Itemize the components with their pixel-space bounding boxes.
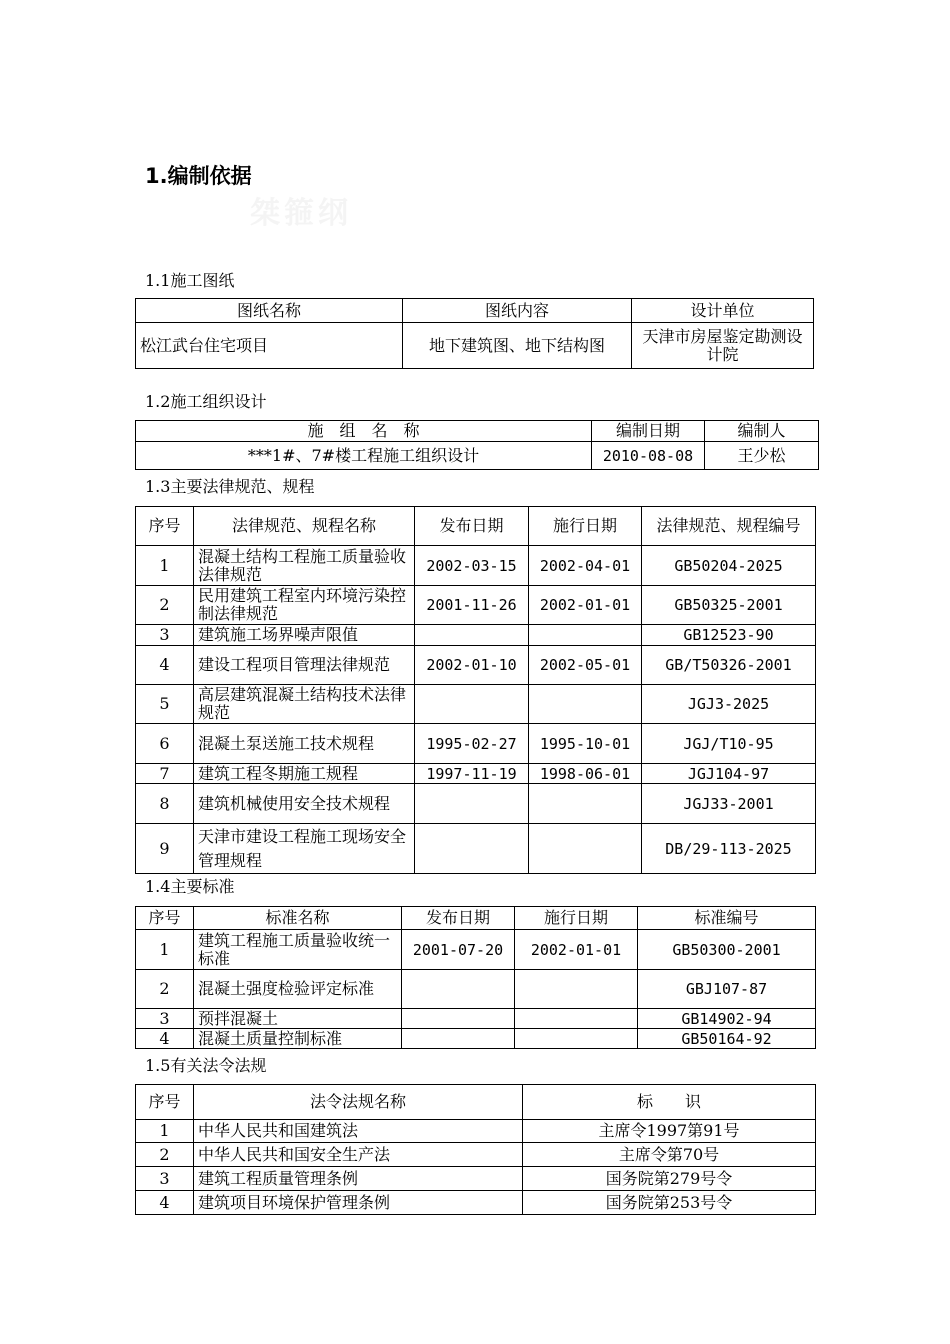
table-cell: 地下建筑图、地下结构图 [403,323,632,369]
table-cell: 建筑工程质量管理条例 [194,1167,523,1191]
header-cell: 标 识 [523,1085,816,1120]
table-cell: 国务院第279号令 [523,1167,816,1191]
table-cell: 高层建筑混凝土结构技术法律规范 [194,685,415,724]
watermark: 桀箍纲 [250,196,352,231]
header-cell: 法令法规名称 [194,1085,523,1120]
header-cell: 标准编号 [638,907,816,930]
table-cell: GB50204-2025 [642,546,816,586]
table-row [136,784,816,824]
table-row [136,1191,816,1215]
regulations-table [135,1084,816,1215]
table-cell: 天津市房屋鉴定勘测设计院 [632,323,814,369]
table-cell [402,1009,515,1029]
header-cell: 发布日期 [415,507,529,546]
header-cell: 序号 [136,1085,194,1120]
table-cell [402,1029,515,1049]
table-cell [529,685,642,724]
table-row [136,970,816,1009]
table-cell: 民用建筑工程室内环境污染控制法律规范 [194,586,415,625]
table-cell: 1998-06-01 [529,764,642,784]
table-header-row [136,907,816,930]
header-cell: 编制日期 [592,421,705,442]
table-row [136,764,816,784]
table-cell [415,685,529,724]
table-cell: 混凝土结构工程施工质量验收法律规范 [194,546,415,586]
table-cell: 混凝土泵送施工技术规程 [194,724,415,764]
table-row [136,1029,816,1049]
table-cell [515,1009,638,1029]
table-cell: 主席令第70号 [523,1143,816,1167]
table-cell: 主席令1997第91号 [523,1120,816,1143]
table-cell [529,784,642,824]
table-cell: 松江武台住宅项目 [136,323,403,369]
table-row [136,824,816,874]
table-cell: 2002-03-15 [415,546,529,586]
table-cell: 3 [136,1167,194,1191]
table-cell: 4 [136,1029,194,1049]
drawings-table [135,298,814,369]
table-row [136,1120,816,1143]
table-cell: 建筑施工场界噪声限值 [194,625,415,646]
header-cell: 编制人 [705,421,819,442]
section-title-drawings: 1.1施工图纸 [145,271,235,290]
table-cell: 2001-07-20 [402,930,515,970]
page-heading: 1.编制依据 [145,164,252,188]
table-cell: 2002-01-01 [515,930,638,970]
table-row [136,930,816,970]
table-cell: 8 [136,784,194,824]
table-cell: 2001-11-26 [415,586,529,625]
table-cell: GB14902-94 [638,1009,816,1029]
table-cell [529,625,642,646]
table-cell: 2002-01-10 [415,646,529,685]
table-cell [402,970,515,1009]
header-cell: 图纸名称 [136,299,403,323]
table-cell: 3 [136,1009,194,1029]
section-title-construction-design: 1.2施工组织设计 [145,392,267,411]
laws-table [135,506,816,874]
table-cell: 2010-08-08 [592,442,705,470]
table-cell: 建筑工程施工质量验收统一标准 [194,930,402,970]
table-header-row [136,1085,816,1120]
table-cell [415,625,529,646]
table-cell: 中华人民共和国安全生产法 [194,1143,523,1167]
table-row [136,1143,816,1167]
table-cell: GB/T50326-2001 [642,646,816,685]
header-cell: 施行日期 [515,907,638,930]
table-cell: 2002-04-01 [529,546,642,586]
table-row [136,625,816,646]
table-cell: 9 [136,824,194,874]
table-cell: 2 [136,970,194,1009]
table-cell: GBJ107-87 [638,970,816,1009]
construction-design-table [135,420,819,470]
table-cell: JGJ/T10-95 [642,724,816,764]
table-cell: 1997-11-19 [415,764,529,784]
table-cell: DB/29-113-2025 [642,824,816,874]
table-cell: JGJ33-2001 [642,784,816,824]
section-title-regulations: 1.5有关法令法规 [145,1056,267,1075]
table-cell [515,970,638,1009]
table-header-row [136,507,816,546]
table-cell: 1995-10-01 [529,724,642,764]
table-cell: 天津市建设工程施工现场安全管理规程 [194,824,415,874]
table-row [136,1009,816,1029]
header-cell: 图纸内容 [403,299,632,323]
table-row [136,685,816,724]
table-cell: 建筑项目环境保护管理条例 [194,1191,523,1215]
section-title-laws: 1.3主要法律规范、规程 [145,477,315,496]
table-cell: 1 [136,1120,194,1143]
table-row [136,646,816,685]
table-row [136,586,816,625]
table-cell [415,784,529,824]
table-cell: 国务院第253号令 [523,1191,816,1215]
header-cell: 法律规范、规程名称 [194,507,415,546]
header-cell: 法律规范、规程编号 [642,507,816,546]
table-cell: 1 [136,930,194,970]
header-cell: 施 组 名 称 [136,421,592,442]
table-cell: 6 [136,724,194,764]
table-row [136,546,816,586]
table-cell: 5 [136,685,194,724]
table-cell: GB12523-90 [642,625,816,646]
table-cell: 建筑工程冬期施工规程 [194,764,415,784]
header-cell: 发布日期 [402,907,515,930]
standards-table [135,906,816,1049]
table-header-row [136,299,814,323]
table-cell: 2 [136,586,194,625]
table-cell: 混凝土质量控制标准 [194,1029,402,1049]
table-cell [515,1029,638,1049]
table-header-row [136,421,819,442]
table-cell: 建设工程项目管理法律规范 [194,646,415,685]
table-cell: 2 [136,1143,194,1167]
table-cell: 1995-02-27 [415,724,529,764]
table-row [136,724,816,764]
header-cell: 施行日期 [529,507,642,546]
table-cell: JGJ3-2025 [642,685,816,724]
table-cell: 预拌混凝土 [194,1009,402,1029]
table-cell: 混凝土强度检验评定标准 [194,970,402,1009]
table-cell: ***1#、7#楼工程施工组织设计 [136,442,592,470]
table-cell [529,824,642,874]
table-cell: GB50300-2001 [638,930,816,970]
table-cell: 7 [136,764,194,784]
section-title-standards: 1.4主要标准 [145,877,235,896]
table-cell: 1 [136,546,194,586]
table-row [136,442,819,470]
header-cell: 序号 [136,907,194,930]
table-cell: 4 [136,646,194,685]
table-row [136,323,814,369]
header-cell: 标准名称 [194,907,402,930]
table-cell [415,824,529,874]
table-cell: GB50164-92 [638,1029,816,1049]
table-cell: 4 [136,1191,194,1215]
table-cell: 3 [136,625,194,646]
table-cell: 建筑机械使用安全技术规程 [194,784,415,824]
table-cell: JGJ104-97 [642,764,816,784]
header-cell: 序号 [136,507,194,546]
table-cell: GB50325-2001 [642,586,816,625]
table-cell: 2002-01-01 [529,586,642,625]
table-cell: 2002-05-01 [529,646,642,685]
table-cell: 中华人民共和国建筑法 [194,1120,523,1143]
table-cell: 王少松 [705,442,819,470]
header-cell: 设计单位 [632,299,814,323]
table-row [136,1167,816,1191]
